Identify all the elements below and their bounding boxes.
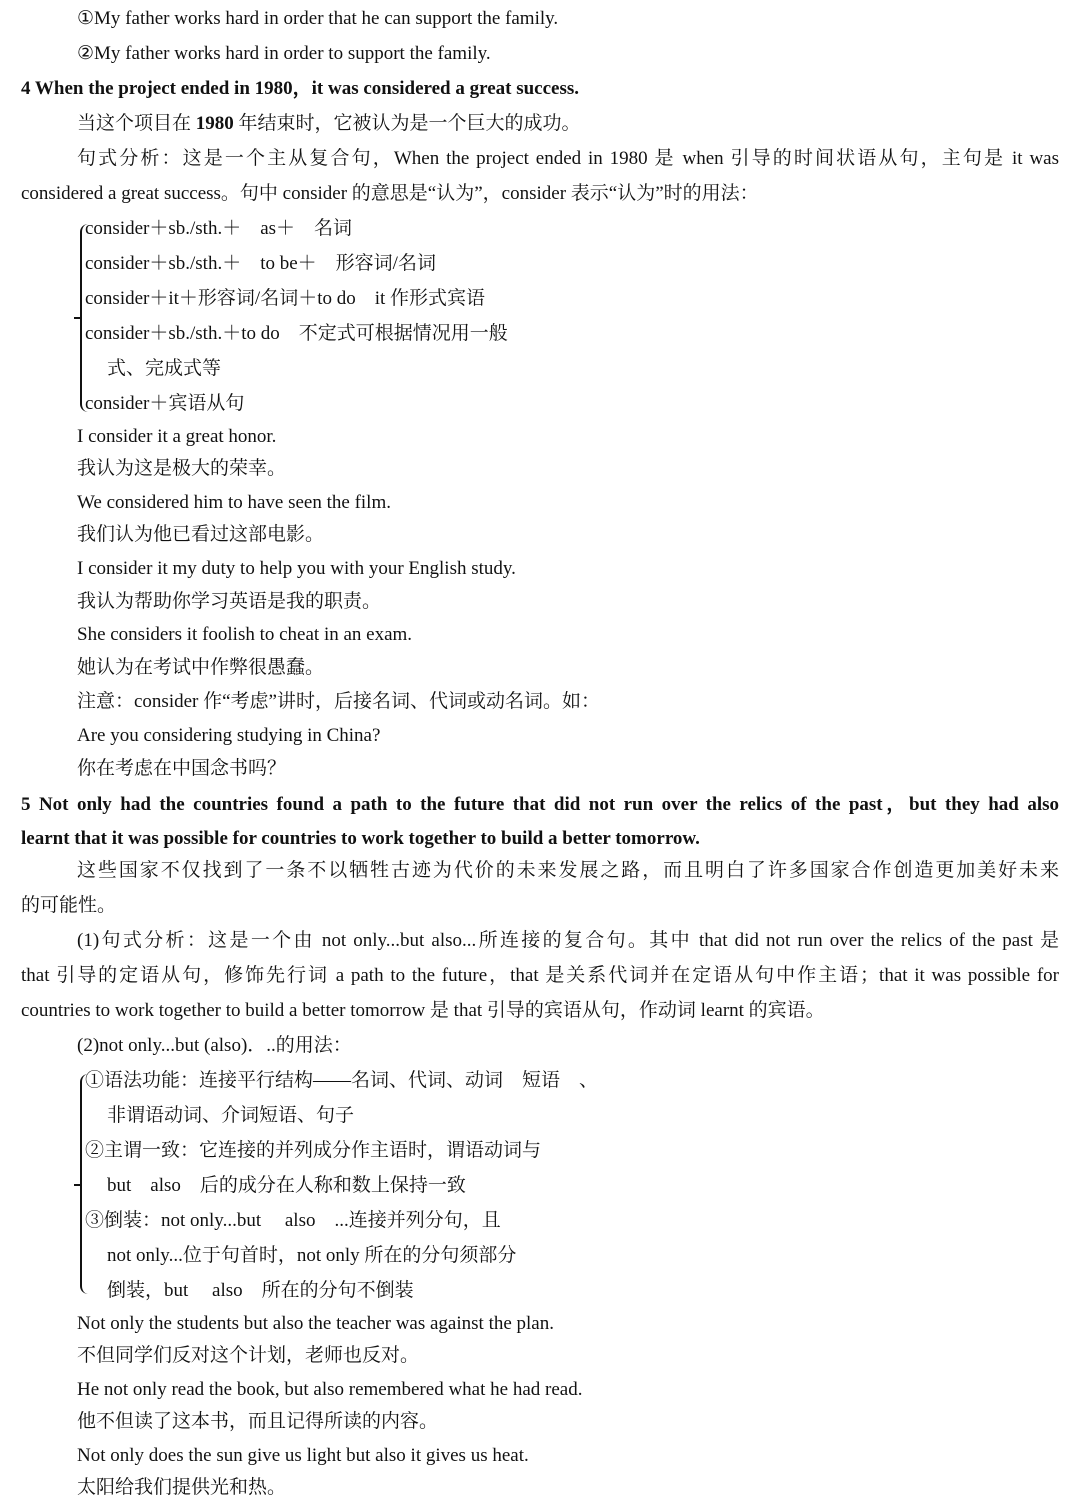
translation-year: 1980 (195, 113, 234, 134)
brace-tip (74, 1184, 82, 1186)
example-sentence: I consider it my duty to help you with your English study. (77, 558, 516, 579)
section-heading-4: 4 When the project ended in 1980，it was considered a great success. (21, 78, 580, 99)
example-translation: 他不但读了这本书，而且记得所读的内容。 (77, 1411, 439, 1432)
analysis-line: that 引导的定语从句，修饰先行词 a path to the future，that 是关系代词并在定语从句中作主语；that it was possible for (21, 965, 1059, 986)
analysis-line: (1)句式分析：这是一个由 not only...but also...所连接的复合句。其中 that did not run over the relics of the past 是 (77, 930, 1059, 951)
usage-heading: (2)not only...but (also)．..的用法： (77, 1035, 352, 1056)
usage-point: ③倒装：not only...but also ...连接并列分句，且 (85, 1210, 501, 1231)
example-translation: 她认为在考试中作弊很愚蠢。 (77, 657, 325, 678)
example-translation: 我认为这是极大的荣幸。 (77, 458, 287, 479)
example-translation: 太阳给我们提供光和热。 (77, 1477, 287, 1498)
analysis-line: considered a great success。句中 consider 的意思是“认为”，consider 表示“认为”时的用法： (21, 183, 759, 204)
usage-point: ①语法功能：连接平行结构——名词、代词、动词 短语 、 (85, 1070, 599, 1091)
usage-point-continuation: 非谓语动词、介词短语、句子 (107, 1105, 355, 1126)
example-translation: 我认为帮助你学习英语是我的职责。 (77, 591, 382, 612)
example-line: ②My father works hard in order to support the family. (77, 43, 491, 64)
usage-point-continuation: 倒装，but also 所在的分句不倒装 (107, 1280, 414, 1301)
usage-point-continuation: but also 后的成分在人称和数上保持一致 (107, 1175, 466, 1196)
example-sentence: Not only does the sun give us light but also it gives us heat. (77, 1445, 529, 1466)
translation-line: 的可能性。 (21, 895, 117, 916)
usage-rule: consider＋sb./sth.＋ to be＋ 形容词/名词 (85, 253, 436, 274)
usage-rule: consider＋sb./sth.＋to do 不定式可根据情况用一般 (85, 323, 508, 344)
section-heading-5: 5 Not only had the countries found a path to the future that did not run over the relics of the past，but they had also (21, 794, 1059, 815)
analysis-line: 句式分析：这是一个主从复合句，When the project ended in 1980 是 when 引导的时间状语从句，主句是 it was (77, 148, 1059, 169)
translation-line: 这些国家不仅找到了一条不以牺牲古迹为代价的未来发展之路，而且明白了许多国家合作创造更加美好未来 (77, 860, 1059, 881)
example-sentence: She considers it foolish to cheat in an exam. (77, 624, 413, 645)
example-sentence: I consider it a great honor. (77, 426, 277, 447)
usage-rule: consider＋sb./sth.＋ as＋ 名词 (85, 218, 353, 239)
example-sentence: He not only read the book, but also remembered what he had read. (77, 1379, 583, 1400)
analysis-line: countries to work together to build a better tomorrow 是 that 引导的宾语从句，作动词 learnt 的宾语。 (21, 1000, 825, 1021)
brace-tip (74, 317, 82, 319)
usage-rule-continuation: 式、完成式等 (107, 358, 222, 379)
translation-part: 年结束时，它被认为是一个巨大的成功。 (233, 113, 581, 134)
example-translation: 不但同学们反对这个计划，老师也反对。 (77, 1345, 420, 1366)
usage-point-continuation: not only...位于句首时，not only 所在的分句须部分 (107, 1245, 517, 1266)
usage-rule: consider＋宾语从句 (85, 393, 245, 414)
example-translation: 我们认为他已看过这部电影。 (77, 524, 325, 545)
example-sentence: Are you considering studying in China? (77, 725, 381, 746)
section-heading-5-cont: learnt that it was possible for countries to work together to build a better tomorrow. (21, 828, 700, 849)
example-line: ①My father works hard in order that he can support the family. (77, 8, 559, 29)
translation-part: 当这个项目在 (77, 113, 196, 134)
example-translation: 你在考虑在中国念书吗？ (77, 758, 287, 779)
note-line: 注意：consider 作“考虑”讲时，后接名词、代词或动名词。如： (77, 691, 600, 712)
usage-rule: consider＋it＋形容词/名词＋to do it 作形式宾语 (85, 288, 486, 309)
example-sentence: Not only the students but also the teacher was against the plan. (77, 1313, 554, 1334)
usage-point: ②主谓一致：它连接的并列成分作主语时，谓语动词与 (85, 1140, 542, 1161)
translation-line (77, 112, 581, 136)
example-sentence: We considered him to have seen the film. (77, 492, 391, 513)
